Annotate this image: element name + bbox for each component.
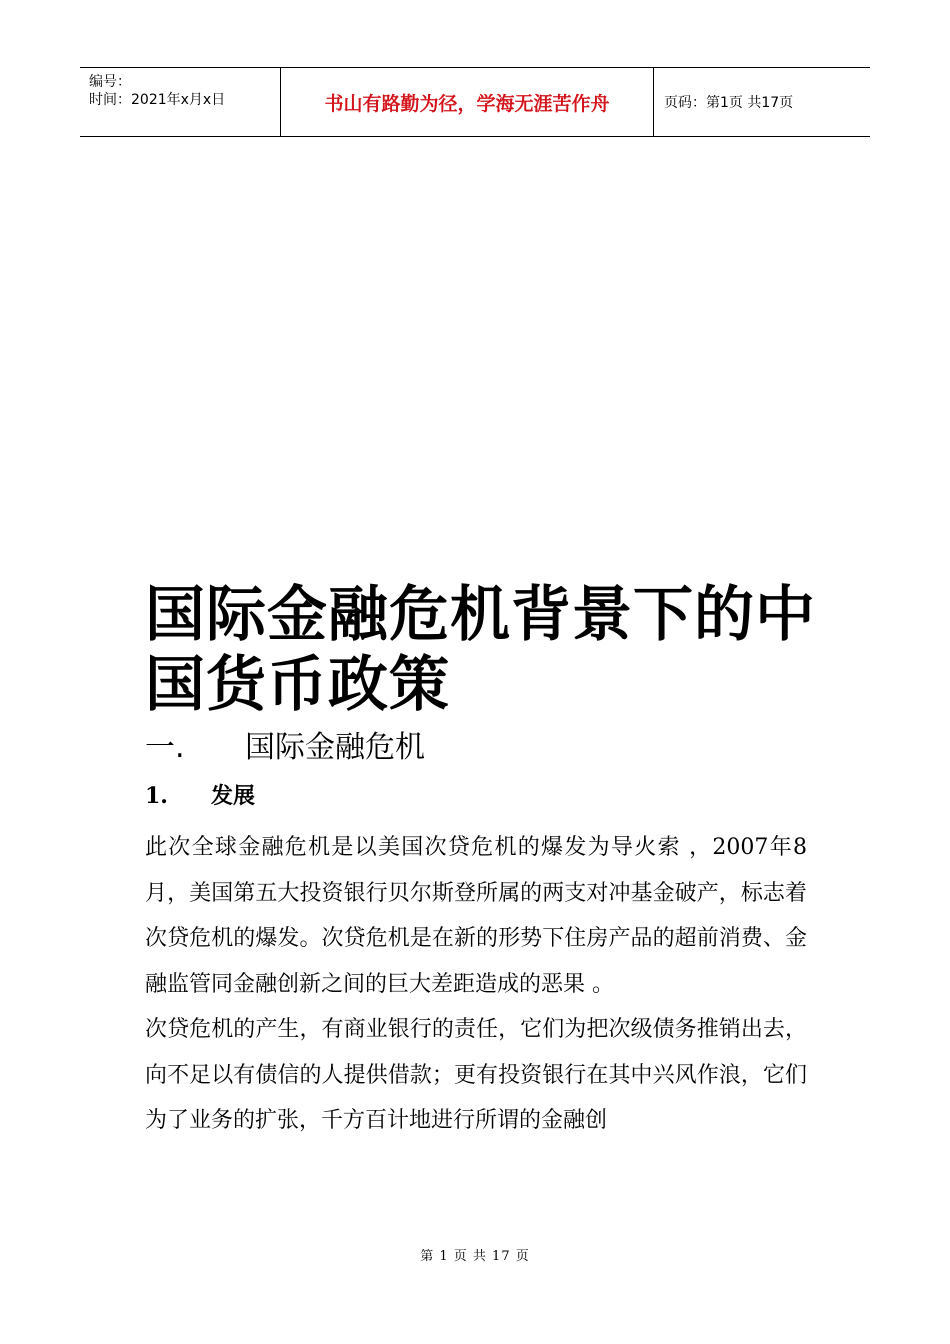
document-header — [80, 67, 870, 137]
document-title: 国际金融危机背景下的中国货币政策 — [145, 580, 816, 720]
subsection-heading — [145, 780, 255, 812]
subsection-number: 1. — [145, 783, 168, 809]
number-label: 编号： — [89, 74, 131, 90]
header-meta — [80, 68, 281, 136]
body-text — [145, 825, 807, 1144]
header-page-info: 页码：第1页 共17页 — [664, 95, 794, 111]
section-number: 一. — [145, 730, 185, 765]
time-label: 时间：2021年x月x日 — [89, 92, 226, 108]
header-motto: 书山有路勤为径，学海无涯苦作舟 — [281, 68, 654, 136]
paragraph: 次贷危机的产生，有商业银行的责任，它们为把次级债务推销出去，向不足以有债信的人提供借款；更有投资银行在其中兴风作浪，它们为了业务的扩张，千方百计地进行所谓的金融创 — [145, 1017, 807, 1133]
subsection-text: 发展 — [211, 783, 256, 809]
paragraph: 此次全球金融危机是以美国次贷危机的爆发为导火索 ，2007年8月，美国第五大投资银行贝尔斯登所属的两支对冲基金破产，标志着次贷危机的爆发。次贷危机是在新的形势下住房产品的超前消费、金融监管同金融创新之间的巨大差距造成的恶果 。 — [145, 835, 807, 997]
section-text: 国际金融危机 — [245, 730, 425, 765]
section-heading — [145, 728, 425, 768]
page-footer: 第 1 页 共 17 页 — [420, 1249, 530, 1264]
